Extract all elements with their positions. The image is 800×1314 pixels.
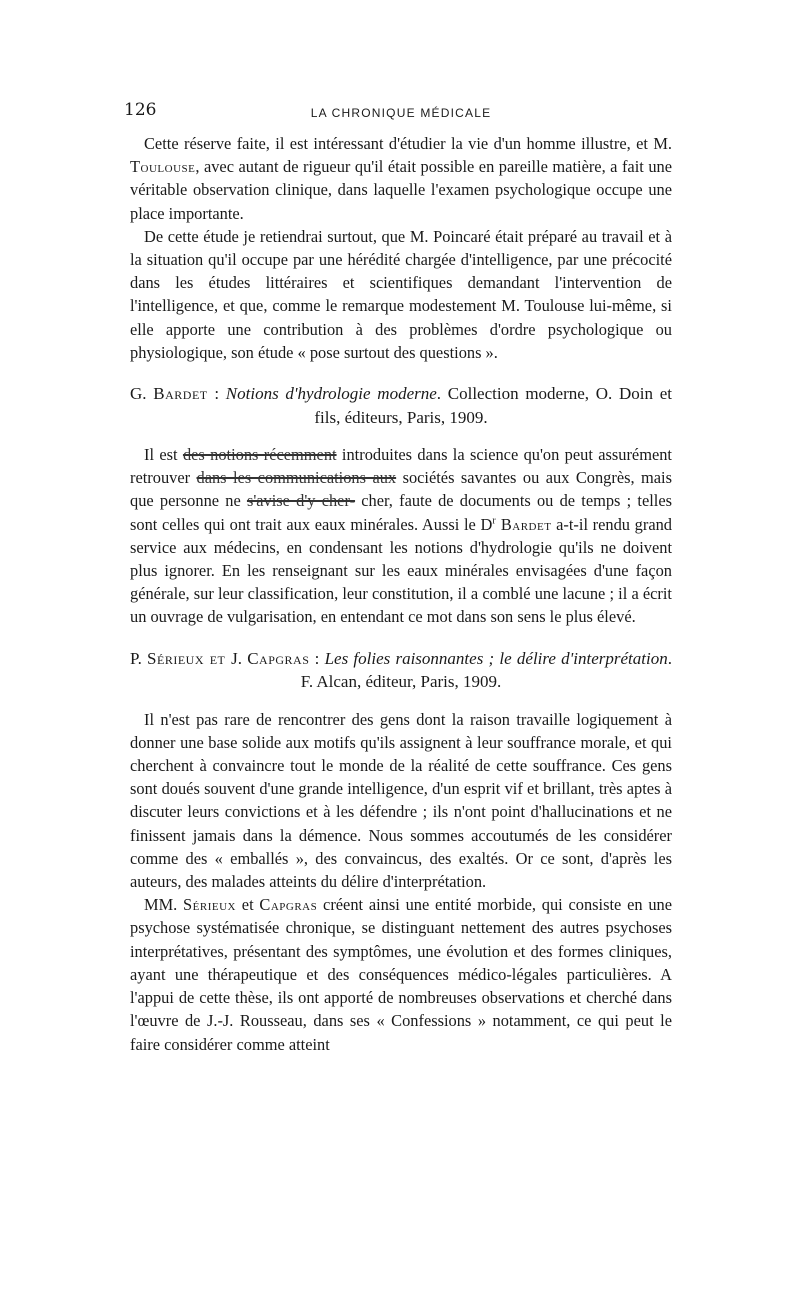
page-number: 126 [124, 100, 157, 120]
struck-text: s'avise d'y cher- [246, 491, 356, 511]
review-heading-bardet: G. Bardet : Notions d'hydrologie moderne. Collection moderne, O. Doin et fils, éditeurs, Paris, 1909. [130, 384, 673, 427]
struck-text: dans les communications aux [196, 468, 397, 488]
intro-paragraph-1: Cette réserve faite, il est intéressant d'étudier la vie d'un homme illustre, et M. Toulouse, avec autant de rigueur qu'il était possible en pareille matière, a fait une véritable observation clinique, dans laquelle l'examen psychologique occupe une place importante. [130, 134, 672, 223]
review-body-bardet: Il est des notions récemment introduites dans la science qu'on peut assurément retrouver dans les communications aux sociétés savantes ou aux Congrès, mais que personne ne s'avise d'y cher- cher, faute de documents ou de temps ; telles sont celles qui ont trait aux eaux minérales. Aussi le $D^r$ Bardet a-t-il rendu grand service aux médecins, en condensant les notions d'hydrologie qu'ils ne doivent plus ignorer. En les renseignant sur les eaux minérales envisagées d'une façon générale, sur leur classification, leur constitution, il a comblé une lacune ; il a écrit un ouvrage de vulgarisation, en entendant ce mot dans son sens le plus élevé. [130, 445, 673, 627]
intro-paragraph-2: De cette étude je retiendrai surtout, que M. Poincaré était préparé au travail et à la situation qu'il occupe par une hérédité chargée d'intelligence, par une précocité dans les études littéraires et scientifiques demandant l'intervention de l'intelligence, et que, comme le remarque modestement M. Toulouse lui-même, si elle apporte une contribution à des problèmes d'ordre psychologique ou physiologique, son étude « pose surtout des questions ». [130, 226, 672, 362]
review-body-serieux-2: MM. Sérieux et Capgras créent ainsi une entité morbide, qui consiste en une psychose systématisée chronique, se distinguant nettement des autres psychoses interprétatives, présentant des symptômes, une évolution et des formes cliniques, ayant une thérapeutique et des conséquences médico-légales particulières. A l'appui de cette thèse, ils ont apporté de nombreuses observations et cherché dans l'œuvre de J.-J. Rousseau, dans ses « Confessions » notamment, ce qui peut le faire considérer comme atteint [130, 895, 673, 1054]
review-heading-serieux-capgras: P. Sérieux et J. Capgras : Les folies raisonnantes ; le délire d'interprétation. F. Alcan, éditeur, Paris, 1909. [130, 648, 672, 692]
running-title: LA CHRONIQUE MÉDICALE [310, 106, 492, 120]
review-body-serieux-1: Il n'est pas rare de rencontrer des gens dont la raison travaille logiquement à donner une base solide aux motifs qu'ils assignent à leur souffrance morale, et qui cherchent à convaincre tout le monde de la réalité de cette souffrance. Ces gens sont doués souvent d'une grande intelligence, d'un esprit vif et brillant, très aptes à discuter leurs convictions et à les défendre ; ils n'ont point d'hallucinations et ne finissent jamais dans la démence. Nous sommes accoutumés de les considérer comme des « emballés », des convaincus, des exaltés. Or ce sont, d'après les auteurs, des malades atteints du délire d'interprétation. [130, 709, 672, 892]
page-header [124, 100, 672, 128]
struck-text: des notions récemment [182, 445, 337, 465]
document-page [124, 100, 673, 1056]
